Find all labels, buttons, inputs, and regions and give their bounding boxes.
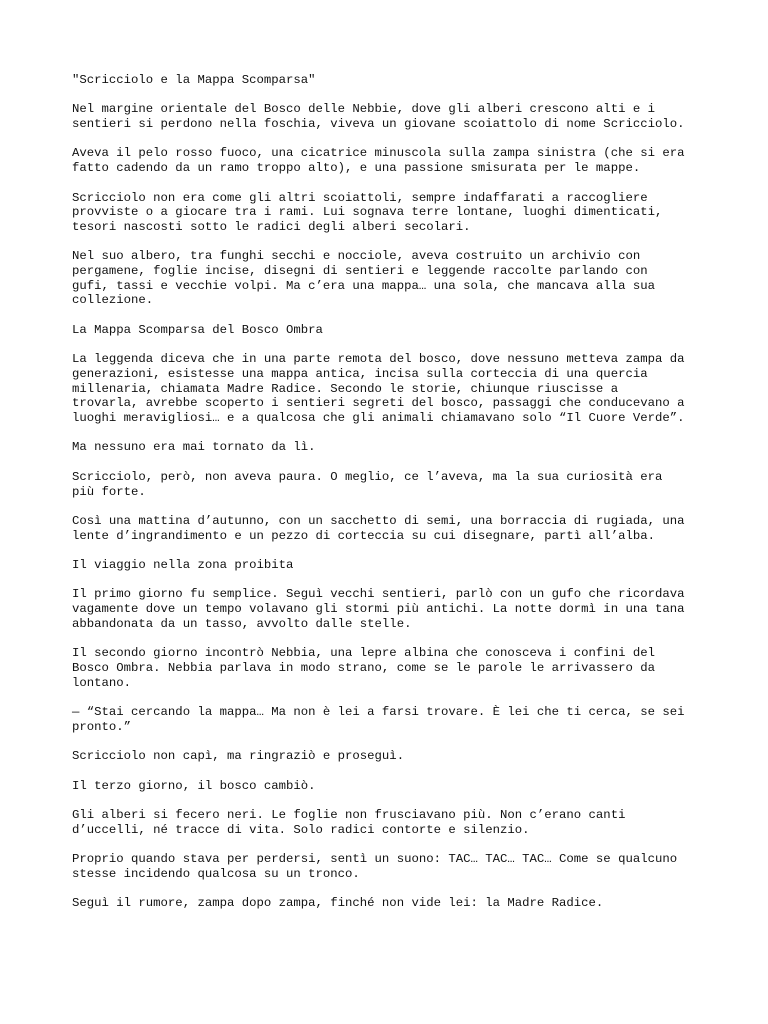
text-line: millenaria, chiamata Madre Radice. Secondo le storie, chiunque riuscisse a [72,381,619,396]
paragraph [72,749,712,764]
text-line: gufi, tassi e vecchie volpi. Ma c’era una mappa… una sola, che mancava alla sua [72,278,655,293]
paragraph [72,587,712,631]
text-line: provviste o a giocare tra i rami. Lui sognava terre lontane, luoghi dimenticati, [72,205,663,220]
paragraph [72,705,712,734]
text-line: tesori nascosti sotto le radici degli alberi secolari. [72,219,471,234]
text-line: Il viaggio nella zona proibita [72,558,294,573]
text-line: pronto.” [72,719,132,734]
text-line: La leggenda diceva che in una parte remota del bosco, dove nessuno metteva zampa da [72,352,685,367]
text-line: Nel suo albero, tra funghi secchi e nocciole, aveva costruito un archivio con [72,249,641,264]
text-line: Aveva il pelo rosso fuoco, una cicatrice minuscola sulla zampa sinistra (che si era [72,146,685,161]
text-line: Il primo giorno fu semplice. Seguì vecchi sentieri, parlò con un gufo che ricordava [72,587,685,602]
text-line: fatto cadendo da un ramo troppo alto), e una passione smisurata per le mappe. [72,161,641,176]
text-line: "Scricciolo e la Mappa Scomparsa" [72,73,316,87]
text-line: stesse incidendo qualcosa su un tronco. [72,866,360,881]
text-line: più forte. [72,484,146,499]
text-line: Bosco Ombra. Nebbia parlava in modo strano, come se le parole le arrivassero da [72,660,655,675]
paragraph [72,191,712,235]
paragraph [72,514,712,543]
paragraph [72,102,712,131]
text-line: d’uccelli, né tracce di vita. Solo radici contorte e silenzio. [72,822,530,837]
text-line: collezione. [72,293,154,308]
paragraph [72,146,712,175]
text-line: Nel margine orientale del Bosco delle Nebbie, dove gli alberi crescono alti e i [72,102,655,117]
paragraph [72,808,712,837]
paragraph [72,852,712,881]
text-line: Ma nessuno era mai tornato da lì. [72,440,316,455]
text-line: generazioni, esistesse una mappa antica, incisa sulla corteccia di una quercia [72,366,648,381]
section-heading-viaggio [72,558,712,573]
text-line: sentieri si perdono nella foschia, viveva un giovane scoiattolo di nome Scricciolo. [72,117,685,132]
text-line: Scricciolo non capì, ma ringraziò e proseguì. [72,749,405,764]
text-line: pergamene, foglie incise, disegni di sentieri e leggende raccolte parlando con [72,264,648,279]
text-line: trovarla, avrebbe scoperto i sentieri segreti del bosco, passaggi che conducevano a [72,396,685,411]
paragraph [72,249,712,308]
text-line: luoghi meravigliosi… e a qualcosa che gli animali chiamavano solo “Il Cuore Verde”. [72,411,685,426]
text-line: Così una mattina d’autunno, con un sacchetto di semi, una borraccia di rugiada, una [72,513,685,528]
section-heading-mappa [72,323,712,338]
paragraph [72,646,712,690]
paragraph [72,470,712,499]
text-line: lente d’ingrandimento e un pezzo di corteccia su cui disegnare, partì all’alba. [72,528,655,543]
text-line: Scricciolo, però, non aveva paura. O meglio, ce l’aveva, ma la sua curiosità era [72,469,663,484]
text-line: lontano. [72,675,132,690]
text-line: Scricciolo non era come gli altri scoiattoli, sempre indaffarati a raccogliere [72,190,648,205]
text-line: vagamente dove un tempo volavano gli stormi più antichi. La notte dormì in una tana [72,602,685,617]
story-title [72,73,712,88]
text-line: Seguì il rumore, zampa dopo zampa, finché non vide lei: la Madre Radice. [72,896,604,911]
text-line: — “Stai cercando la mappa… Ma non è lei a farsi trovare. È lei che ti cerca, se sei [72,705,685,720]
text-line: La Mappa Scomparsa del Bosco Ombra [72,322,323,337]
text-line: Proprio quando stava per perdersi, sentì un suono: TAC… TAC… TAC… Come se qualcuno [72,852,678,866]
paragraph [72,779,712,794]
text-line: Gli alberi si fecero neri. Le foglie non frusciavano più. Non c’erano canti [72,807,626,822]
document-page [72,73,712,925]
paragraph [72,896,712,911]
text-line: Il terzo giorno, il bosco cambiò. [72,778,316,793]
text-line: abbandonata da un tasso, avvolto dalle stelle. [72,616,412,631]
text-line: Il secondo giorno incontrò Nebbia, una lepre albina che conosceva i confini del [72,646,655,661]
paragraph [72,352,712,426]
paragraph [72,440,712,455]
